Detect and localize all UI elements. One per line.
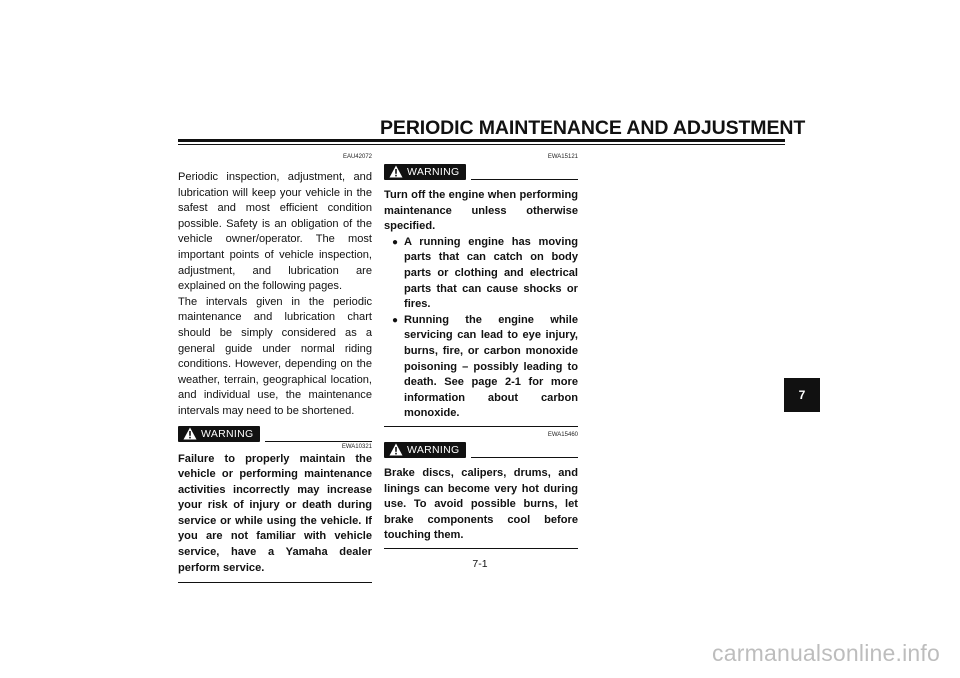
- bullet-dot-icon: ●: [392, 236, 399, 248]
- watermark: carmanualsonline.info: [712, 640, 940, 666]
- chapter-tab: 7: [784, 378, 820, 412]
- warning-header: [384, 431, 578, 462]
- warning-rule: [471, 457, 578, 458]
- warning-label: WARNING: [407, 443, 460, 456]
- warning-text: Brake discs, calipers, drums, and linings can become very hot during use. To avoid possible burns, let brake components cool before touching them.: [384, 466, 578, 542]
- paragraph: Periodic inspection, adjustment, and lubrication will keep your vehicle in the safest and most efficient condition possible. Safety is an obligation of the vehicle owner/operator. The most important points of vehicle inspection, adjustment, and lubrication are explained on the following pages.: [178, 171, 372, 293]
- warning-rule: [471, 179, 578, 180]
- warning-triangle-icon: [389, 443, 403, 456]
- page-title: PERIODIC MAINTENANCE AND ADJUSTMENT: [380, 117, 806, 139]
- warning-rule: [265, 441, 372, 442]
- warning-badge: [178, 426, 260, 442]
- warning-text: Failure to properly maintain the vehicle or performing maintenance activities incorrectly may increase your risk of injury or death during service or while using the vehicle. If you are not familiar with vehicle service, have a Yamaha dealer perform service.: [178, 452, 372, 574]
- bullet-dot-icon: ●: [392, 314, 399, 326]
- bullet-text: Running the engine while servicing can lead to eye injury, burns, fire, or carbon monoxide poisoning – possibly leading to death. See page 2-1 for more information about carbon monoxide.: [404, 313, 578, 420]
- left-column: [178, 153, 372, 583]
- warning-header: [384, 162, 578, 184]
- header-rule: [178, 139, 785, 142]
- warning-label: WARNING: [201, 427, 254, 440]
- intro-text: [178, 170, 372, 420]
- right-column: [384, 153, 578, 549]
- warning-text: [384, 188, 578, 422]
- header-rule-thin: [178, 144, 785, 145]
- warning-code: EWA15460: [547, 431, 578, 438]
- bullet-item: [392, 235, 578, 313]
- warning-label: WARNING: [407, 166, 460, 178]
- warning-intro: Turn off the engine when performing maintenance unless otherwise specified.: [384, 189, 578, 233]
- warning-triangle-icon: [183, 427, 197, 440]
- warning-badge: [384, 164, 466, 180]
- warning-header: [178, 424, 372, 450]
- warning-end-rule: [178, 582, 372, 583]
- page-number: 7-1: [472, 558, 488, 570]
- bullet-text: A running engine has moving parts that can catch on body parts or clothing and electrical parts that can cause shocks or fires.: [404, 235, 578, 311]
- paragraph: The intervals given in the periodic maintenance and lubrication chart should be simply considered as a general guide under normal riding conditions. However, depending on the weather, terrain, geographical location, and individual use, the maintenance intervals may need to be shortened.: [178, 295, 372, 417]
- section-code: EAU42072: [342, 154, 372, 160]
- warning-code: EWA10321: [341, 443, 372, 450]
- warning-badge: [384, 442, 466, 458]
- warning-triangle-icon: [389, 165, 403, 178]
- warning-end-rule: [384, 548, 578, 549]
- bullet-item: [392, 313, 578, 422]
- warning-code: EWA15121: [547, 154, 578, 160]
- warning-end-rule: [384, 426, 578, 427]
